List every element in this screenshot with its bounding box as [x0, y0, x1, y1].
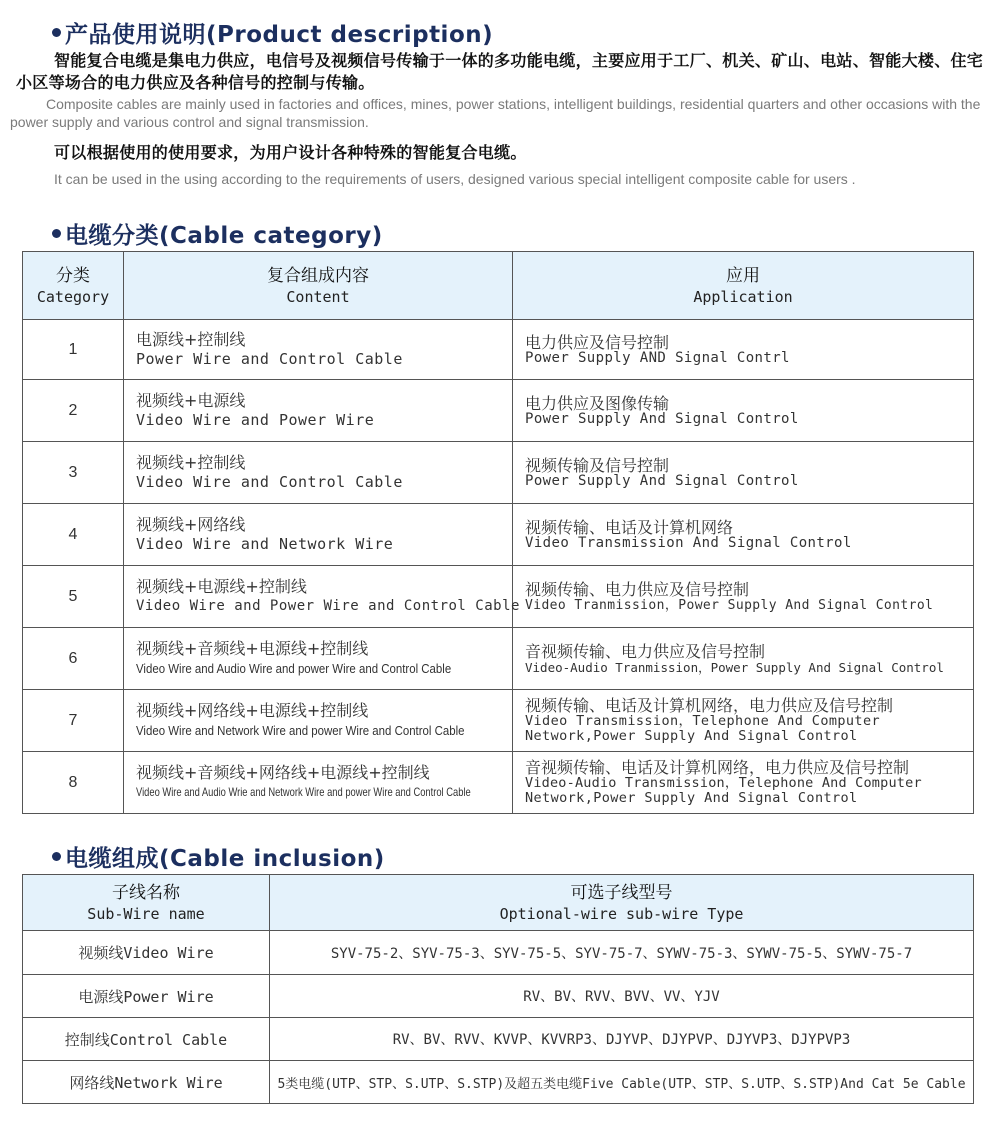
application-cell: 音视频传输、电力供应及信号控制 Video-Audio Tranmission，Power Supply And Signal Control [513, 628, 974, 690]
row-number: 2 [23, 380, 124, 442]
header-sub-wire-name: 子线名称 Sub-Wire name [23, 875, 270, 931]
sub-wire-name: 电源线Power Wire [23, 975, 270, 1018]
table-row [23, 752, 974, 814]
inclusion-heading: 电缆组成(Cable inclusion) [52, 840, 385, 873]
header-application: 应用 Application [513, 252, 974, 320]
content-cell: 视频线+音频线+网络线+电源线+控制线 Video Wire and Audio Wrie and Network Wire and power Wire and Control Cable [124, 752, 513, 814]
content-cell: 视频线+网络线+电源线+控制线 Video Wire and Network Wire and power Wire and Control Cable [124, 690, 513, 752]
row-number: 6 [23, 628, 124, 690]
inclusion-header-row [23, 875, 974, 931]
application-cell: 视频传输、电话及计算机网络 Video Transmission And Signal Control [513, 504, 974, 566]
product-heading: 产品使用说明(Product description) [52, 16, 493, 49]
application-cell: 音视频传输、电话及计算机网络，电力供应及信号控制 Video-Audio Transmission，Telephone And Computer Network,Power Supply And Signal Control [513, 752, 974, 814]
row-number: 7 [23, 690, 124, 752]
content-cell: 视频线+控制线 Video Wire and Control Cable [124, 442, 513, 504]
category-heading: 电缆分类(Cable category) [52, 217, 383, 250]
application-cell: 视频传输、电力供应及信号控制 Video Tranmission，Power Supply And Signal Control [513, 566, 974, 628]
content-cell: 视频线+电源线+控制线 Video Wire and Power Wire and Control Cable [124, 566, 513, 628]
table-row [23, 320, 974, 380]
table-row [23, 566, 974, 628]
table-row [23, 380, 974, 442]
sub-wire-types: 5类电缆(UTP、STP、S.UTP、S.STP)及超五类电缆Five Cable(UTP、STP、S.UTP、S.STP)And Cat 5e Cable [270, 1061, 974, 1104]
table-row [23, 504, 974, 566]
row-number: 1 [23, 320, 124, 380]
row-number: 5 [23, 566, 124, 628]
product-en-para1: Composite cables are mainly used in factories and offices, mines, power stations, intelligent buildings, residential quarters and other occasions with the power supply and various control and signal transmission. [10, 96, 981, 130]
product-cn-para2: 可以根据使用的使用要求，为用户设计各种特殊的智能复合电缆。 [54, 143, 527, 162]
sub-wire-types: RV、BV、RVV、BVV、VV、YJV [270, 975, 974, 1018]
category-header-row [23, 252, 974, 320]
product-en-para2: It can be used in the using according to the requirements of users, designed various special intelligent composite cable for users . [54, 171, 856, 187]
application-cell: 电力供应及信号控制 Power Supply AND Signal Contrl [513, 320, 974, 380]
sub-wire-types: SYV-75-2、SYV-75-3、SYV-75-5、SYV-75-7、SYWV-75-3、SYWV-75-5、SYWV-75-7 [270, 931, 974, 975]
sub-wire-name: 视频线Video Wire [23, 931, 270, 975]
content-cell: 视频线+网络线 Video Wire and Network Wire [124, 504, 513, 566]
application-cell: 电力供应及图像传输 Power Supply And Signal Control [513, 380, 974, 442]
product-cn-para1: 智能复合电缆是集电力供应，电信号及视频信号传输于一体的多功能电缆，主要应用于工厂、机关、矿山、电站、智能大楼、住宅小区等场合的电力供应及各种信号的控制与传输。 [16, 51, 984, 92]
bullet-icon [52, 852, 61, 861]
application-cell: 视频传输、电话及计算机网络，电力供应及信号控制 Video Transmission，Telephone And Computer Network,Power Supply And Signal Control [513, 690, 974, 752]
row-number: 4 [23, 504, 124, 566]
category-table [22, 251, 974, 814]
table-row [23, 1018, 974, 1061]
table-row [23, 442, 974, 504]
header-sub-wire-type: 可选子线型号 Optional-wire sub-wire Type [270, 875, 974, 931]
table-row [23, 690, 974, 752]
sub-wire-name: 网络线Network Wire [23, 1061, 270, 1104]
inclusion-table [22, 874, 974, 1104]
bullet-icon [52, 229, 61, 238]
row-number: 3 [23, 442, 124, 504]
application-cell: 视频传输及信号控制 Power Supply And Signal Control [513, 442, 974, 504]
table-row [23, 931, 974, 975]
sub-wire-types: RV、BV、RVV、KVVP、KVVRP3、DJYVP、DJYPVP、DJYVP3、DJYPVP3 [270, 1018, 974, 1061]
content-cell: 视频线+电源线 Video Wire and Power Wire [124, 380, 513, 442]
sub-wire-name: 控制线Control Cable [23, 1018, 270, 1061]
row-number: 8 [23, 752, 124, 814]
table-row [23, 628, 974, 690]
header-content: 复合组成内容 Content [124, 252, 513, 320]
content-cell: 视频线+音频线+电源线+控制线 Video Wire and Audio Wire and power Wire and Control Cable [124, 628, 513, 690]
header-category: 分类 Category [23, 252, 124, 320]
bullet-icon [52, 28, 61, 37]
content-cell: 电源线+控制线 Power Wire and Control Cable [124, 320, 513, 380]
table-row [23, 975, 974, 1018]
table-row [23, 1061, 974, 1104]
